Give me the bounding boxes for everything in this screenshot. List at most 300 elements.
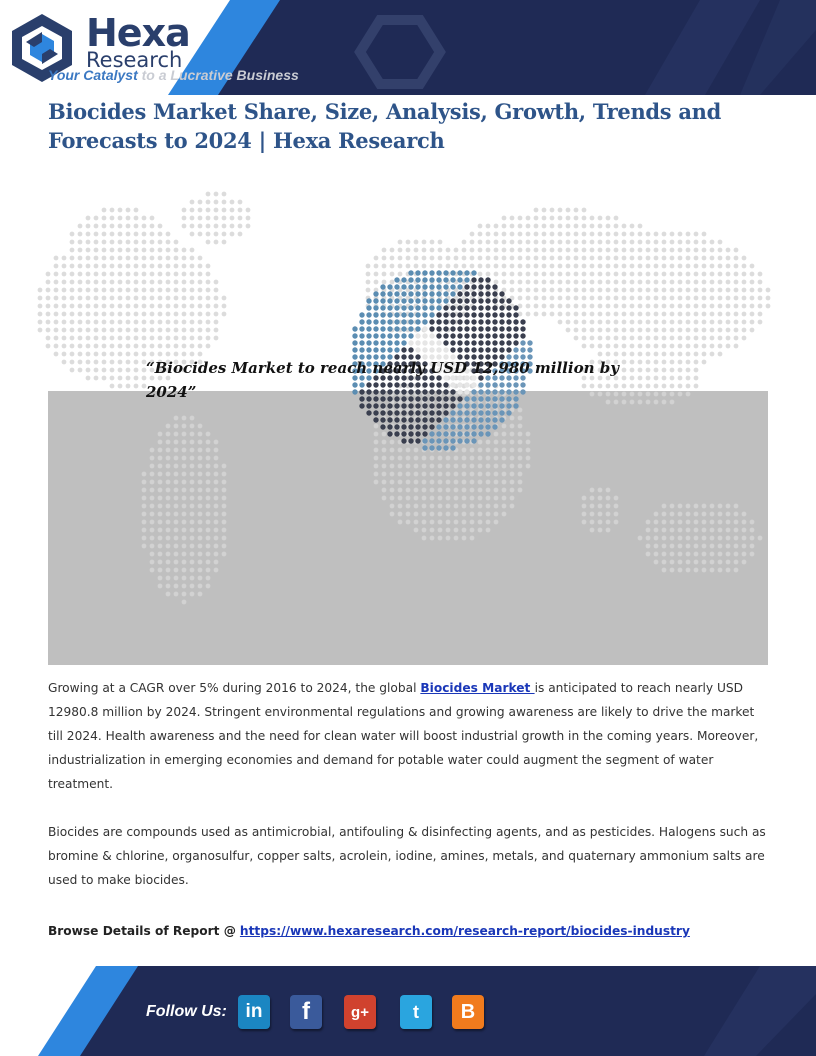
- globe-dot: [401, 319, 406, 324]
- map-dot: [78, 304, 83, 309]
- map-dot: [654, 336, 659, 341]
- globe-dot: [499, 417, 504, 422]
- map-dot: [662, 272, 667, 277]
- biocides-market-link[interactable]: Biocides Market: [420, 681, 535, 695]
- map-dot: [70, 240, 75, 245]
- globe-dot: [450, 340, 455, 345]
- globe-dot: [492, 403, 497, 408]
- map-dot: [38, 328, 43, 333]
- map-dot: [598, 272, 603, 277]
- map-dot: [534, 248, 539, 253]
- map-dot: [558, 208, 563, 213]
- browse-label: Browse Details of Report @: [48, 924, 236, 938]
- map-dot: [374, 480, 379, 485]
- map-dot: [158, 288, 163, 293]
- map-dot: [198, 544, 203, 549]
- map-dot: [726, 568, 731, 573]
- map-dot: [678, 256, 683, 261]
- map-dot: [446, 496, 451, 501]
- map-dot: [190, 320, 195, 325]
- globe-dot: [401, 284, 406, 289]
- map-dot: [174, 568, 179, 573]
- map-dot: [710, 296, 715, 301]
- report-url-link[interactable]: https://www.hexaresearch.com/research-report/biocides-industry: [239, 924, 690, 938]
- map-dot: [150, 344, 155, 349]
- map-dot: [110, 240, 115, 245]
- map-dot: [118, 368, 123, 373]
- map-dot: [454, 520, 459, 525]
- map-dot: [62, 312, 67, 317]
- globe-dot: [513, 319, 518, 324]
- map-dot: [726, 544, 731, 549]
- map-dot: [150, 448, 155, 453]
- map-dot: [174, 328, 179, 333]
- map-dot: [462, 248, 467, 253]
- map-dot: [502, 256, 507, 261]
- map-dot: [102, 280, 107, 285]
- globe-dot: [520, 326, 525, 331]
- map-dot: [174, 256, 179, 261]
- map-dot: [102, 256, 107, 261]
- map-dot: [718, 264, 723, 269]
- map-dot: [510, 280, 515, 285]
- map-dot: [174, 576, 179, 581]
- map-dot: [118, 256, 123, 261]
- map-dot: [214, 560, 219, 565]
- globe-dot: [464, 410, 469, 415]
- map-dot: [166, 464, 171, 469]
- map-dot: [198, 528, 203, 533]
- map-dot: [606, 504, 611, 509]
- map-dot: [670, 288, 675, 293]
- map-dot: [182, 536, 187, 541]
- map-dot: [518, 248, 523, 253]
- globe-dot: [366, 333, 371, 338]
- map-dot: [670, 568, 675, 573]
- map-dot: [214, 480, 219, 485]
- facebook-icon[interactable]: f: [290, 995, 322, 1029]
- globe-dot: [359, 340, 364, 345]
- globe-dot: [450, 277, 455, 282]
- globe-dot: [499, 410, 504, 415]
- globe-dot: [373, 291, 378, 296]
- map-dot: [62, 256, 67, 261]
- map-dot: [102, 288, 107, 293]
- map-dot: [190, 216, 195, 221]
- map-dot: [590, 320, 595, 325]
- map-dot: [174, 344, 179, 349]
- globe-dot: [359, 312, 364, 317]
- map-dot: [446, 536, 451, 541]
- globe-dot: [366, 312, 371, 317]
- map-dot: [694, 560, 699, 565]
- map-dot: [206, 440, 211, 445]
- map-dot: [422, 520, 427, 525]
- globe-dot: [429, 417, 434, 422]
- map-dot: [582, 328, 587, 333]
- globe-dot: [366, 326, 371, 331]
- map-dot: [70, 232, 75, 237]
- map-dot: [710, 264, 715, 269]
- map-dot: [174, 456, 179, 461]
- map-dot: [502, 472, 507, 477]
- map-dot: [190, 456, 195, 461]
- map-dot: [574, 280, 579, 285]
- map-dot: [166, 312, 171, 317]
- map-dot: [550, 224, 555, 229]
- map-dot: [678, 320, 683, 325]
- globe-dot: [436, 291, 441, 296]
- map-dot: [702, 288, 707, 293]
- map-dot: [134, 344, 139, 349]
- map-dot: [150, 280, 155, 285]
- globe-dot: [394, 305, 399, 310]
- map-dot: [518, 464, 523, 469]
- map-dot: [86, 368, 91, 373]
- globe-dot: [352, 333, 357, 338]
- globe-dot: [387, 291, 392, 296]
- twitter-icon[interactable]: t: [400, 995, 432, 1029]
- globe-dot: [436, 333, 441, 338]
- map-dot: [438, 512, 443, 517]
- map-dot: [126, 288, 131, 293]
- globe-dot: [422, 298, 427, 303]
- globe-dot: [457, 340, 462, 345]
- map-dot: [710, 536, 715, 541]
- map-dot: [766, 304, 771, 309]
- map-dot: [222, 312, 227, 317]
- map-dot: [422, 256, 427, 261]
- map-dot: [142, 488, 147, 493]
- linkedin-icon[interactable]: in: [238, 995, 270, 1029]
- map-dot: [526, 240, 531, 245]
- map-dot: [446, 264, 451, 269]
- map-dot: [206, 272, 211, 277]
- globe-dot: [352, 326, 357, 331]
- map-dot: [414, 464, 419, 469]
- map-dot: [510, 224, 515, 229]
- map-dot: [142, 512, 147, 517]
- map-dot: [670, 328, 675, 333]
- map-dot: [654, 256, 659, 261]
- globe-dot: [408, 326, 413, 331]
- globe-dot: [478, 417, 483, 422]
- map-dot: [110, 272, 115, 277]
- globe-dot: [485, 312, 490, 317]
- globe-dot: [387, 312, 392, 317]
- globe-dot: [443, 431, 448, 436]
- map-dot: [646, 344, 651, 349]
- map-dot: [86, 232, 91, 237]
- map-dot: [502, 272, 507, 277]
- map-dot: [678, 528, 683, 533]
- map-dot: [54, 312, 59, 317]
- map-dot: [206, 528, 211, 533]
- map-dot: [646, 280, 651, 285]
- map-dot: [606, 336, 611, 341]
- map-dot: [486, 480, 491, 485]
- map-dot: [94, 248, 99, 253]
- map-dot: [182, 424, 187, 429]
- map-dot: [422, 504, 427, 509]
- map-dot: [622, 296, 627, 301]
- globe-dot: [478, 333, 483, 338]
- globe-dot: [415, 305, 420, 310]
- map-dot: [198, 560, 203, 565]
- map-dot: [158, 544, 163, 549]
- globe-dot: [366, 410, 371, 415]
- map-dot: [478, 488, 483, 493]
- map-dot: [430, 528, 435, 533]
- map-dot: [86, 272, 91, 277]
- globe-dot: [394, 326, 399, 331]
- map-dot: [526, 280, 531, 285]
- map-dot: [190, 560, 195, 565]
- map-dot: [166, 320, 171, 325]
- map-dot: [478, 232, 483, 237]
- google-plus-icon[interactable]: g+: [344, 995, 376, 1029]
- map-dot: [430, 472, 435, 477]
- map-dot: [214, 552, 219, 557]
- map-dot: [406, 480, 411, 485]
- map-dot: [518, 264, 523, 269]
- map-dot: [598, 288, 603, 293]
- map-dot: [166, 520, 171, 525]
- globe-dot: [478, 298, 483, 303]
- map-dot: [118, 304, 123, 309]
- globe-dot: [478, 424, 483, 429]
- map-dot: [134, 232, 139, 237]
- map-dot: [190, 336, 195, 341]
- map-dot: [462, 472, 467, 477]
- map-dot: [678, 312, 683, 317]
- map-dot: [182, 592, 187, 597]
- map-dot: [206, 296, 211, 301]
- map-dot: [374, 432, 379, 437]
- map-dot: [134, 336, 139, 341]
- map-dot: [750, 312, 755, 317]
- map-dot: [686, 336, 691, 341]
- map-dot: [206, 336, 211, 341]
- map-dot: [182, 440, 187, 445]
- globe-dot: [387, 333, 392, 338]
- map-dot: [78, 288, 83, 293]
- map-dot: [414, 520, 419, 525]
- map-dot: [582, 280, 587, 285]
- map-dot: [686, 536, 691, 541]
- map-dot: [702, 256, 707, 261]
- globe-dot: [450, 305, 455, 310]
- map-dot: [646, 536, 651, 541]
- map-dot: [190, 464, 195, 469]
- map-dot: [150, 488, 155, 493]
- map-dot: [214, 216, 219, 221]
- map-dot: [694, 296, 699, 301]
- map-dot: [662, 544, 667, 549]
- map-dot: [750, 296, 755, 301]
- map-dot: [558, 288, 563, 293]
- map-dot: [710, 328, 715, 333]
- map-dot: [534, 216, 539, 221]
- map-dot: [734, 264, 739, 269]
- map-dot: [390, 456, 395, 461]
- map-dot: [590, 528, 595, 533]
- map-dot: [622, 288, 627, 293]
- map-dot: [614, 272, 619, 277]
- map-dot: [614, 240, 619, 245]
- map-dot: [710, 240, 715, 245]
- map-dot: [718, 504, 723, 509]
- map-dot: [478, 448, 483, 453]
- map-dot: [686, 568, 691, 573]
- map-dot: [158, 496, 163, 501]
- map-dot: [590, 312, 595, 317]
- map-dot: [166, 544, 171, 549]
- map-dot: [630, 256, 635, 261]
- globe-dot: [436, 277, 441, 282]
- map-dot: [158, 536, 163, 541]
- globe-dot: [506, 312, 511, 317]
- globe-dot: [457, 298, 462, 303]
- globe-dot: [408, 277, 413, 282]
- map-dot: [502, 504, 507, 509]
- globe-dot: [387, 424, 392, 429]
- map-dot: [166, 584, 171, 589]
- globe-dot: [471, 270, 476, 275]
- globe-dot: [471, 410, 476, 415]
- map-dot: [166, 248, 171, 253]
- map-dot: [614, 224, 619, 229]
- globe-dot: [499, 291, 504, 296]
- map-dot: [646, 304, 651, 309]
- map-dot: [478, 504, 483, 509]
- map-dot: [158, 472, 163, 477]
- globe-dot: [478, 431, 483, 436]
- map-dot: [478, 528, 483, 533]
- globe-dot: [373, 312, 378, 317]
- map-dot: [78, 352, 83, 357]
- map-dot: [670, 296, 675, 301]
- globe-dot: [408, 312, 413, 317]
- map-dot: [638, 232, 643, 237]
- map-dot: [134, 312, 139, 317]
- globe-dot: [429, 284, 434, 289]
- map-dot: [510, 440, 515, 445]
- map-dot: [742, 544, 747, 549]
- map-dot: [414, 496, 419, 501]
- map-dot: [694, 376, 699, 381]
- globe-dot: [422, 291, 427, 296]
- map-dot: [574, 336, 579, 341]
- map-dot: [494, 432, 499, 437]
- map-dot: [158, 344, 163, 349]
- map-dot: [158, 256, 163, 261]
- globe-dot: [471, 403, 476, 408]
- map-dot: [214, 280, 219, 285]
- map-dot: [182, 264, 187, 269]
- map-dot: [510, 416, 515, 421]
- map-dot: [182, 432, 187, 437]
- map-dot: [126, 352, 131, 357]
- map-dot: [414, 488, 419, 493]
- map-dot: [694, 512, 699, 517]
- map-dot: [702, 272, 707, 277]
- globe-dot: [373, 326, 378, 331]
- map-dot: [734, 528, 739, 533]
- map-dot: [510, 504, 515, 509]
- map-dot: [574, 256, 579, 261]
- map-dot: [526, 288, 531, 293]
- map-dot: [670, 504, 675, 509]
- map-dot: [110, 232, 115, 237]
- map-dot: [214, 512, 219, 517]
- map-dot: [438, 256, 443, 261]
- map-dot: [158, 504, 163, 509]
- map-dot: [518, 240, 523, 245]
- map-dot: [662, 512, 667, 517]
- map-dot: [510, 256, 515, 261]
- globe-dot: [415, 270, 420, 275]
- map-dot: [174, 304, 179, 309]
- map-dot: [606, 248, 611, 253]
- map-dot: [142, 536, 147, 541]
- globe-dot: [401, 431, 406, 436]
- map-dot: [710, 560, 715, 565]
- map-dot: [62, 264, 67, 269]
- map-dot: [46, 272, 51, 277]
- globe-dot: [408, 319, 413, 324]
- map-dot: [638, 288, 643, 293]
- map-dot: [142, 264, 147, 269]
- globe-dot: [352, 340, 357, 345]
- map-dot: [766, 296, 771, 301]
- map-dot: [222, 536, 227, 541]
- map-dot: [606, 312, 611, 317]
- map-dot: [710, 544, 715, 549]
- map-dot: [686, 312, 691, 317]
- globe-dot: [387, 284, 392, 289]
- map-dot: [206, 552, 211, 557]
- map-dot: [590, 256, 595, 261]
- globe-dot: [443, 403, 448, 408]
- map-dot: [126, 256, 131, 261]
- globe-dot: [485, 305, 490, 310]
- map-dot: [374, 448, 379, 453]
- map-dot: [750, 552, 755, 557]
- globe-dot: [429, 410, 434, 415]
- map-dot: [662, 328, 667, 333]
- map-dot: [686, 352, 691, 357]
- map-dot: [134, 360, 139, 365]
- blogger-icon[interactable]: B: [452, 995, 484, 1029]
- map-dot: [598, 256, 603, 261]
- map-dot: [118, 344, 123, 349]
- globe-dot: [359, 347, 364, 352]
- map-dot: [606, 296, 611, 301]
- map-dot: [502, 488, 507, 493]
- map-dot: [390, 248, 395, 253]
- map-dot: [542, 240, 547, 245]
- map-dot: [574, 288, 579, 293]
- map-dot: [582, 288, 587, 293]
- map-dot: [110, 264, 115, 269]
- map-dot: [238, 216, 243, 221]
- map-dot: [710, 280, 715, 285]
- map-dot: [398, 240, 403, 245]
- map-dot: [158, 336, 163, 341]
- map-dot: [542, 264, 547, 269]
- map-dot: [574, 320, 579, 325]
